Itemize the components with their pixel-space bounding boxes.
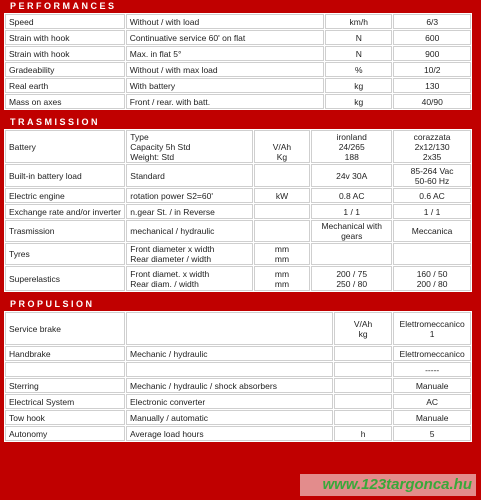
trasmission-cell: Superelastics xyxy=(5,266,125,291)
trasmission-section xyxy=(4,116,472,292)
performances-cell: With battery xyxy=(126,78,324,93)
performances-cell: 130 xyxy=(393,78,471,93)
propulsion-cell xyxy=(334,346,393,361)
trasmission-cell: Type Capacity 5h Std Weight: Std xyxy=(126,130,252,163)
propulsion-row xyxy=(5,312,471,345)
trasmission-row xyxy=(5,243,471,265)
trasmission-cell: corazzata 2x12/130 2x35 xyxy=(393,130,471,163)
trasmission-cell: 0.6 AC xyxy=(393,188,471,203)
performances-row xyxy=(5,94,471,109)
propulsion-cell xyxy=(5,362,125,377)
performances-cell: Real earth xyxy=(5,78,125,93)
propulsion-cell: Autonomy xyxy=(5,426,125,441)
trasmission-cell: Exchange rate and/or inverter xyxy=(5,204,125,219)
propulsion-cell: Elettromeccanico 1 xyxy=(393,312,471,345)
propulsion-cell: Manually / automatic xyxy=(126,410,333,425)
trasmission-cell: V/Ah Kg xyxy=(254,130,311,163)
propulsion-cell: Handbrake xyxy=(5,346,125,361)
spec-sheet xyxy=(4,0,472,500)
trasmission-cell: 0.8 AC xyxy=(311,188,392,203)
performances-cell: 900 xyxy=(393,46,471,61)
performances-cell: Strain with hook xyxy=(5,30,125,45)
trasmission-table xyxy=(4,129,472,292)
propulsion-cell: Tow hook xyxy=(5,410,125,425)
watermark: www.123targonca.hu xyxy=(300,474,476,496)
trasmission-cell: ironland 24/265 188 xyxy=(311,130,392,163)
propulsion-cell: Service brake xyxy=(5,312,125,345)
performances-cell: Gradeability xyxy=(5,62,125,77)
propulsion-row xyxy=(5,410,471,425)
propulsion-cell xyxy=(334,362,393,377)
propulsion-row xyxy=(5,426,471,441)
trasmission-cell: Built-in battery load xyxy=(5,164,125,187)
trasmission-row xyxy=(5,164,471,187)
performances-cell: 40/90 xyxy=(393,94,471,109)
trasmission-cell: mm mm xyxy=(254,266,311,291)
trasmission-row xyxy=(5,130,471,163)
trasmission-cell: mechanical / hydraulic xyxy=(126,220,252,242)
trasmission-cell: Standard xyxy=(126,164,252,187)
performances-section xyxy=(4,0,472,110)
propulsion-table xyxy=(4,311,472,442)
propulsion-cell: ----- xyxy=(393,362,471,377)
performances-cell: Front / rear. with batt. xyxy=(126,94,324,109)
performances-cell: 10/2 xyxy=(393,62,471,77)
performances-cell: N xyxy=(325,30,392,45)
performances-cell: kg xyxy=(325,94,392,109)
trasmission-cell: Front diamet. x width Rear diam. / width xyxy=(126,266,252,291)
performances-cell: 600 xyxy=(393,30,471,45)
trasmission-cell: Front diameter x width Rear diameter / width xyxy=(126,243,252,265)
propulsion-section xyxy=(4,298,472,442)
performances-cell: Speed xyxy=(5,14,125,29)
performances-cell: N xyxy=(325,46,392,61)
propulsion-cell: Electrical System xyxy=(5,394,125,409)
trasmission-row xyxy=(5,220,471,242)
performances-cell: Without / with load xyxy=(126,14,324,29)
propulsion-cell: Sterring xyxy=(5,378,125,393)
trasmission-cell xyxy=(254,220,311,242)
propulsion-cell xyxy=(126,362,333,377)
propulsion-cell: Mechanic / hydraulic / shock absorbers xyxy=(126,378,333,393)
trasmission-row xyxy=(5,204,471,219)
propulsion-cell: 5 xyxy=(393,426,471,441)
performances-cell: kg xyxy=(325,78,392,93)
performances-cell: % xyxy=(325,62,392,77)
trasmission-cell: Tyres xyxy=(5,243,125,265)
trasmission-cell xyxy=(393,243,471,265)
performances-row xyxy=(5,46,471,61)
trasmission-cell: kW xyxy=(254,188,311,203)
trasmission-cell: rotation power S2=60' xyxy=(126,188,252,203)
propulsion-cell: Average load hours xyxy=(126,426,333,441)
propulsion-row xyxy=(5,346,471,361)
propulsion-cell xyxy=(126,312,333,345)
trasmission-row xyxy=(5,266,471,291)
propulsion-cell xyxy=(334,410,393,425)
propulsion-cell: h xyxy=(334,426,393,441)
performances-cell: Continuative service 60' on flat xyxy=(126,30,324,45)
propulsion-row xyxy=(5,378,471,393)
trasmission-cell: 200 / 75 250 / 80 xyxy=(311,266,392,291)
propulsion-cell xyxy=(334,394,393,409)
trasmission-cell: Battery xyxy=(5,130,125,163)
trasmission-cell: 1 / 1 xyxy=(393,204,471,219)
propulsion-cell: Manuale xyxy=(393,410,471,425)
trasmission-cell: n.gear St. / in Reverse xyxy=(126,204,252,219)
trasmission-cell: 24v 30A xyxy=(311,164,392,187)
propulsion-cell xyxy=(334,378,393,393)
performances-row xyxy=(5,14,471,29)
performances-cell: Max. in flat 5° xyxy=(126,46,324,61)
trasmission-cell: Mechanical with gears xyxy=(311,220,392,242)
propulsion-cell: AC xyxy=(393,394,471,409)
propulsion-cell: Mechanic / hydraulic xyxy=(126,346,333,361)
propulsion-cell: Manuale xyxy=(393,378,471,393)
performances-cell: 6/3 xyxy=(393,14,471,29)
propulsion-row xyxy=(5,394,471,409)
trasmission-cell xyxy=(254,204,311,219)
trasmission-cell: 1 / 1 xyxy=(311,204,392,219)
performances-row xyxy=(5,78,471,93)
performances-cell: km/h xyxy=(325,14,392,29)
trasmission-cell: 85-264 Vac 50-60 Hz xyxy=(393,164,471,187)
trasmission-cell xyxy=(311,243,392,265)
performances-cell: Mass on axes xyxy=(5,94,125,109)
trasmission-cell: Meccanica xyxy=(393,220,471,242)
performances-cell: Strain with hook xyxy=(5,46,125,61)
trasmission-cell: 160 / 50 200 / 80 xyxy=(393,266,471,291)
performances-cell: Without / with max load xyxy=(126,62,324,77)
propulsion-cell: Elettromeccanico xyxy=(393,346,471,361)
trasmission-cell xyxy=(254,164,311,187)
propulsion-cell: Electronic converter xyxy=(126,394,333,409)
propulsion-cell: V/Ah kg xyxy=(334,312,393,345)
trasmission-cell: Electric engine xyxy=(5,188,125,203)
performances-row xyxy=(5,30,471,45)
performances-title: PERFORMANCES xyxy=(4,0,472,13)
trasmission-cell: mm mm xyxy=(254,243,311,265)
propulsion-title: PROPULSION xyxy=(4,298,472,311)
trasmission-row xyxy=(5,188,471,203)
propulsion-row xyxy=(5,362,471,377)
performances-table xyxy=(4,13,472,110)
trasmission-cell: Trasmission xyxy=(5,220,125,242)
performances-row xyxy=(5,62,471,77)
trasmission-title: TRASMISSION xyxy=(4,116,472,129)
